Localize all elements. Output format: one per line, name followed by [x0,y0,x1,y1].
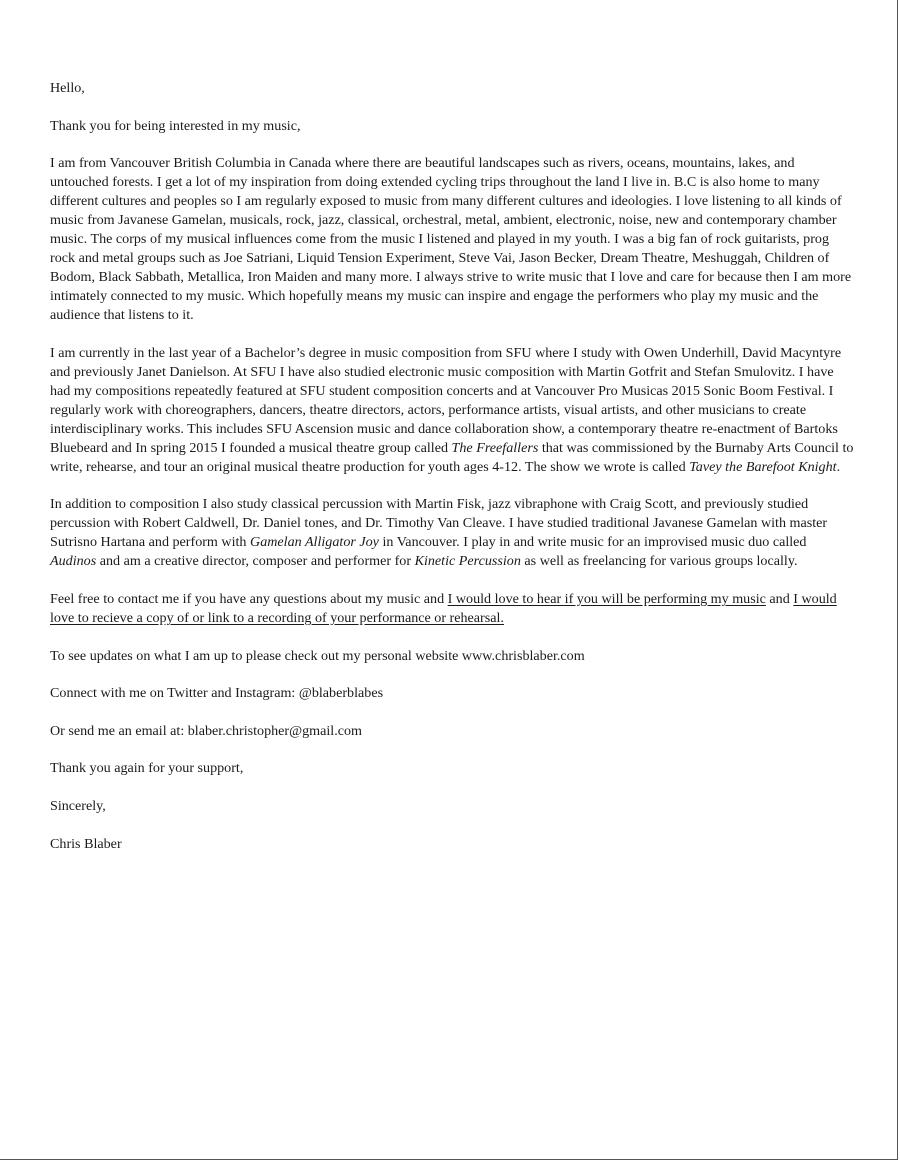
show-name: Tavey the Barefoot Knight [689,458,837,475]
paragraph-text: In addition to composition I also study classical percussion with Martin Fisk, jazz vibraphone with Craig Scott, and previously studied percussion with Robert Caldwell, Dr. Daniel tones, and Dr. Timothy Van Cleave. I have studied traditional Javanese Gamelan with master Sutrisno Hartana and perform with [50,496,828,551]
paragraph-performance [50,495,854,571]
paragraph-text: and [765,590,794,607]
kinetic-percussion-name: Kinetic Percussion [414,553,521,570]
underlined-recording-request: I would love to recieve a copy of or link to a recording of your performance or rehearsal. [50,590,837,626]
closing: Sincerely, [50,797,106,814]
social-line: Connect with me on Twitter and Instagram: @blaberblabes [50,685,384,702]
paragraph-education [50,344,854,477]
thanks-intro: Thank you for being interested in my music, [50,117,301,134]
paragraph-text: and am a creative director, composer and performer for [96,553,415,570]
email-line: Or send me an email at: blaber.christopher@gmail.com [50,722,362,739]
paragraph-text: Feel free to contact me if you have any questions about my music and [50,590,448,607]
letter-body [50,79,854,854]
group-name: The Freefallers [451,439,539,456]
paragraph-text: . [836,458,841,475]
paragraph-text: in Vancouver. I play in and write music for an improvised music duo called [378,534,807,551]
underlined-performing-request: I would love to hear if you will be performing my music [447,590,766,607]
thanks-again: Thank you again for your support, [50,760,244,777]
greeting: Hello, [50,80,85,96]
paragraph-text: that was commissioned by the Burnaby Arts Council to write, rehearse, and tour an original musical theatre production for youth ages 4-12. The show we wrote is called [50,439,854,475]
duo-name: Audinos [50,553,97,570]
paragraph-contact-request [50,590,854,628]
signature: Chris Blaber [50,835,122,852]
gamelan-group-name: Gamelan Alligator Joy [250,534,379,551]
paragraph-text: as well as freelancing for various groups locally. [520,553,798,570]
paragraph-background: I am from Vancouver British Columbia in Canada where there are beautiful landscapes such as rivers, oceans, mountains, lakes, and untouched forests. I get a lot of my inspiration from doing extended cycling trips throughout the land I live in. B.C is also home to many different cultures and peoples so I am regularly exposed to music from many different cultures and ideologies. I love listening to all kinds of music from Javanese Gamelan, musicals, rock, jazz, classical, orchestral, metal, ambient, electronic, noise, new and contemporary chamber music. The corps of my musical influences come from the music I listened and played in my youth. I was a big fan of rock guitarists, prog rock and metal groups such as Joe Satriani, Liquid Tension Experiment, Steve Vai, Jason Becker, Dream Theatre, Meshuggah, Children of Bodom, Black Sabbath, Metallica, Iron Maiden and many more. I always strive to write music that I love and care for because then I am more intimately connected to my music. Which hopefully means my music can inspire and engage the performers who play my music and the audience that listens to it. [50,155,852,324]
website-line: To see updates on what I am up to please check out my personal website www.chrisblaber.com [50,647,585,664]
paragraph-text: I am currently in the last year of a Bachelor’s degree in music composition from SFU where I study with Owen Underhill, David Macyntyre and previously Janet Danielson. At SFU I have also studied electronic music composition with Martin Gotfrit and Stefan Smulovitz. I have had my compositions repeatedly featured at SFU student composition concerts and at Vancouver Pro Musicas 2015 Sonic Boom Festival. I regularly work with choreographers, dancers, theatre directors, actors, performance artists, visual artists, and other musicians to create interdisciplinary works. This includes SFU Ascension music and dance collaboration show, a contemporary theatre re-enactment of Bartoks Bluebeard and In spring 2015 I founded a musical theatre group called [50,344,842,456]
